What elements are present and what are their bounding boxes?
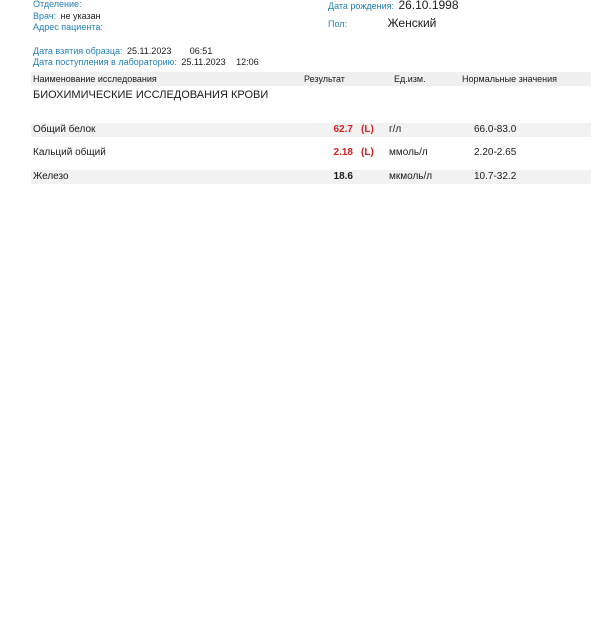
received-date: 25.11.2023 xyxy=(181,57,226,67)
doctor-label: Врач: xyxy=(33,11,57,21)
doctor-value: не указан xyxy=(60,11,101,21)
received-time: 12:06 xyxy=(236,57,259,67)
column-header-name: Наименование исследования xyxy=(33,74,157,84)
sample-date: 25.11.2023 xyxy=(126,46,172,56)
dob-label: Дата рождения: xyxy=(328,1,394,11)
test-unit: мкмоль/л xyxy=(389,171,433,182)
dob-value: 26.10.1998 xyxy=(398,0,459,12)
address-line xyxy=(33,17,103,35)
test-result: 18.6 xyxy=(333,171,353,182)
test-unit: г/л xyxy=(389,124,402,135)
received-label: Дата поступления в лабораторию: xyxy=(33,57,177,67)
received-date-line xyxy=(33,52,259,70)
gender-value: Женский xyxy=(387,16,437,30)
gender-line xyxy=(328,14,436,32)
column-header-unit: Ед.изм. xyxy=(394,74,426,84)
column-header-norm: Нормальные значения xyxy=(462,74,558,84)
test-norm: 66.0-83.0 xyxy=(474,124,517,135)
results-table-header xyxy=(31,72,591,86)
sample-time: 06:51 xyxy=(189,46,213,56)
gender-label: Пол: xyxy=(328,19,348,29)
column-header-result: Результат xyxy=(304,74,345,84)
test-result: 62.7 xyxy=(333,124,353,135)
test-norm: 2.20-2.65 xyxy=(474,147,517,158)
table-row xyxy=(31,170,591,184)
test-unit: ммоль/л xyxy=(389,147,428,158)
test-flag: (L) xyxy=(361,147,374,158)
department-label: Отделение: xyxy=(33,0,82,9)
table-row xyxy=(31,123,591,137)
test-norm: 10.7-32.2 xyxy=(474,171,517,182)
table-row xyxy=(31,146,591,160)
test-flag: (L) xyxy=(361,124,374,135)
sample-label: Дата взятия образца: xyxy=(33,46,123,56)
address-label: Адрес пациента: xyxy=(33,22,103,32)
test-name: Железо xyxy=(33,171,69,182)
test-name: Кальций общий xyxy=(33,147,106,158)
test-name: Общий белок xyxy=(33,124,96,135)
test-result: 2.18 xyxy=(333,147,353,158)
section-title: БИОХИМИЧЕСКИЕ ИССЛЕДОВАНИЯ КРОВИ xyxy=(33,89,269,101)
dob-line xyxy=(328,0,459,14)
